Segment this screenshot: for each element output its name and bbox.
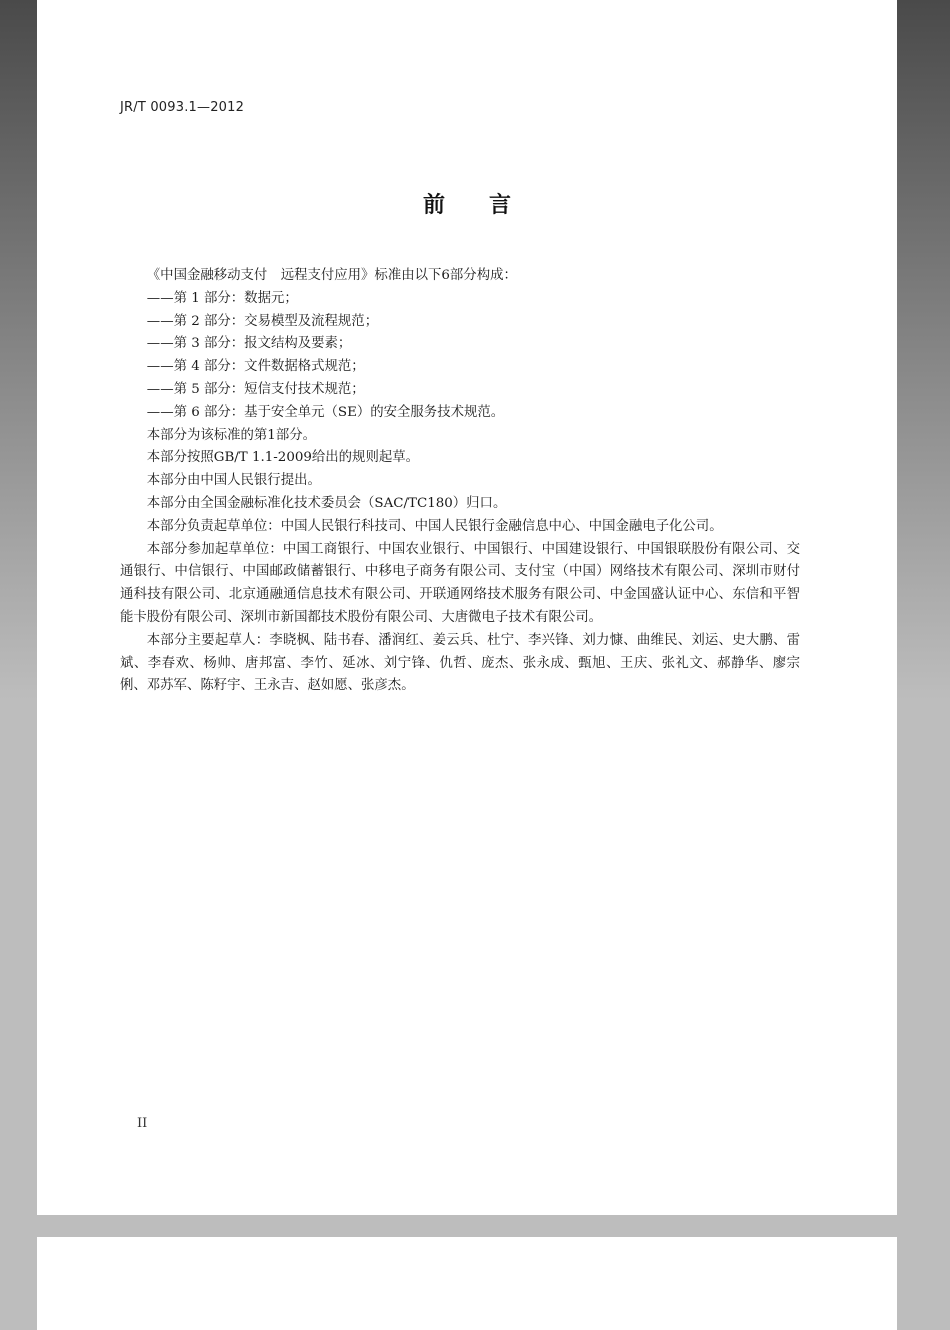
paragraph-lead-drafters: 本部分负责起草单位：中国人民银行科技司、中国人民银行金融信息中心、中国金融电子化公司。: [146, 518, 723, 534]
part-list-item: ——第 2 部分：交易模型及流程规范；: [146, 313, 379, 329]
paragraph-drafting-rules: 本部分按照GB/T 1.1-2009给出的规则起草。: [146, 450, 420, 466]
page-title: 前言: [422, 193, 555, 218]
document-page-1: [37, 0, 897, 1215]
part-list-item: ——第 4 部分：文件数据格式规范；: [146, 359, 365, 375]
paragraph-part-number: 本部分为该标准的第1部分。: [146, 427, 317, 443]
foreword-body: [120, 265, 800, 698]
part-list-item: ——第 6 部分：基于安全单元（SE）的安全服务技术规范。: [146, 404, 505, 420]
page-number: II: [137, 1116, 148, 1131]
part-list-item: ——第 1 部分：数据元；: [146, 290, 298, 306]
paragraph-main-drafters: 本部分主要起草人：李晓枫、陆书春、潘润红、姜云兵、杜宁、李兴锋、刘力慷、曲维民、刘运、史大鹏、雷斌、李春欢、杨帅、唐邦富、李竹、延冰、刘宁锋、仇哲、庞杰、张永成、甄旭、王庆、张礼文、郝静华、廖宗俐、邓苏军、陈籽宇、王永吉、赵如愿、张彦杰。: [120, 632, 800, 694]
intro-paragraph: 《中国金融移动支付 远程支付应用》标准由以下6部分构成：: [146, 268, 517, 283]
part-list-item: ——第 3 部分：报文结构及要素；: [146, 336, 352, 352]
paragraph-committee: 本部分由全国金融标准化技术委员会（SAC/TC180）归口。: [146, 495, 507, 511]
standard-code-header: JR/T 0093.1—2012: [120, 100, 245, 115]
paragraph-participating-units: 本部分参加起草单位：中国工商银行、中国农业银行、中国银行、中国建设银行、中国银联股份有限公司、交通银行、中信银行、中国邮政储蓄银行、中移电子商务有限公司、支付宝（中国）网络技术有限公司、深圳市财付通科技有限公司、北京通融通信息技术有限公司、开联通网络技术服务有限公司、中金国盛认证中心、东信和平智能卡股份有限公司、深圳市新国都技术股份有限公司、大唐微电子技术有限公司。: [120, 541, 800, 625]
part-list-item: ——第 5 部分：短信支付技术规范；: [146, 381, 365, 397]
document-page-2: [37, 1237, 897, 1330]
paragraph-proposer: 本部分由中国人民银行提出。: [146, 473, 321, 489]
